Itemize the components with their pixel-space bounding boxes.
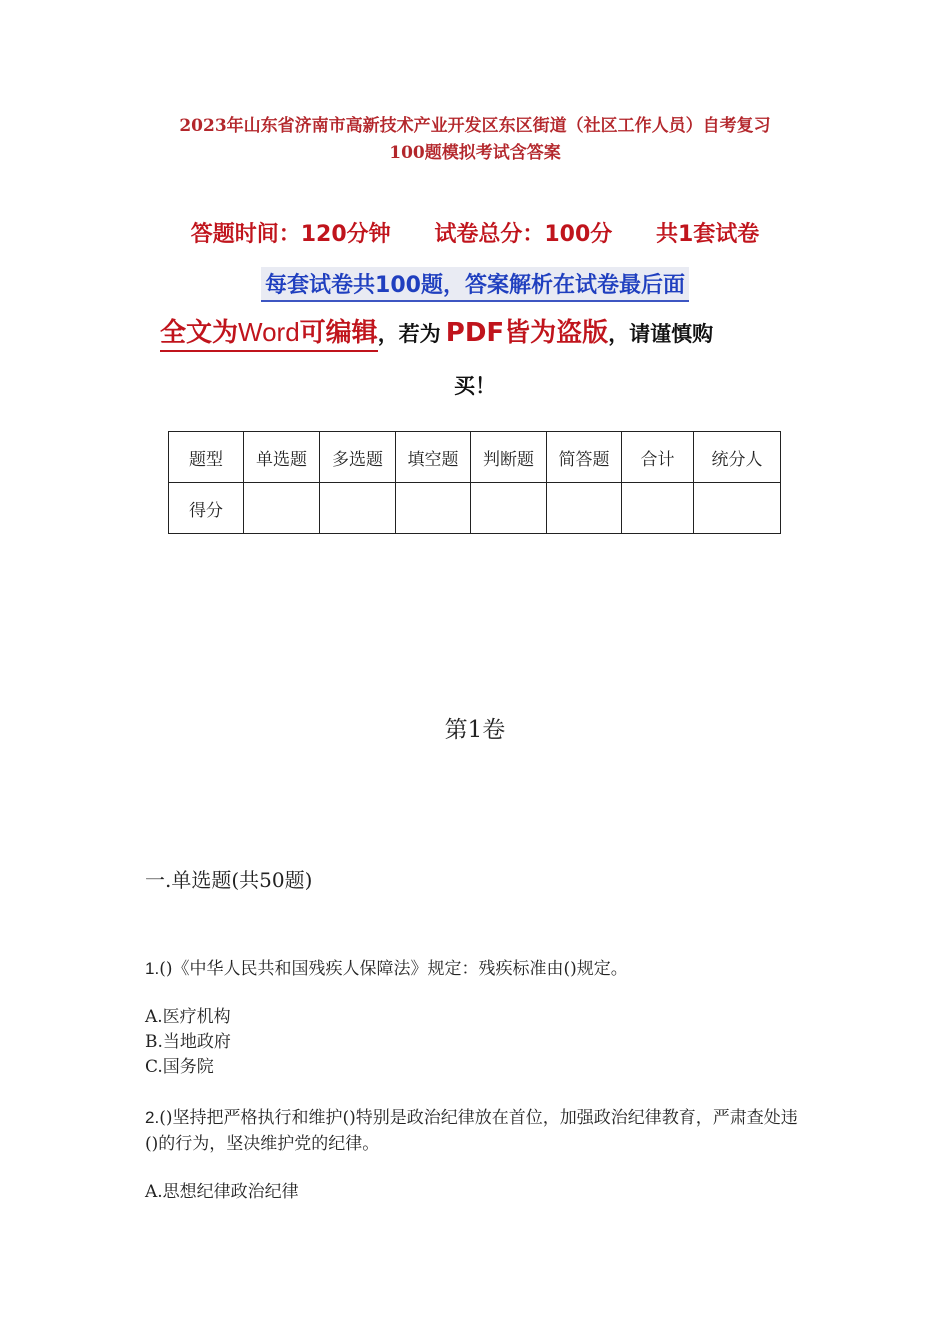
section-heading: 一.单选题(共50题) <box>145 868 313 892</box>
editable-note-word: Word <box>238 317 300 347</box>
score-table <box>168 431 781 534</box>
score-input-cell[interactable] <box>320 483 396 534</box>
score-header-cell: 单选题 <box>244 432 320 483</box>
volume-heading: 第1卷 <box>444 717 506 743</box>
exam-total-score: 试卷总分：100分 <box>434 222 613 247</box>
question-1-option-b: B.当地政府 <box>145 1032 231 1052</box>
question-text: ()《中华人民共和国残疾人保障法》规定：残疾标准由()规定。 <box>159 959 628 979</box>
exam-time: 答题时间：120分钟 <box>190 222 391 247</box>
score-input-cell[interactable] <box>547 483 622 534</box>
question-2 <box>145 1105 810 1157</box>
editable-note <box>160 318 378 352</box>
question-2-option-a: A.思想纪律政治纪律 <box>145 1182 299 1202</box>
score-header-cell: 统分人 <box>694 432 781 483</box>
document-title <box>120 113 830 167</box>
question-text: ()坚持把严格执行和维护()特别是政治纪律放在首位，加强政治纪律教育，严肃查处违()的行为，坚决维护党的纪律。 <box>145 1108 798 1154</box>
score-header-cell: 判断题 <box>471 432 547 483</box>
question-number: 2. <box>145 1108 160 1127</box>
question-1 <box>145 956 810 982</box>
pdf-piracy-note: PDF皆为盗版 <box>445 318 609 348</box>
score-header-cell: 题型 <box>169 432 244 483</box>
title-line-2: 100题模拟考试含答案 <box>389 143 561 163</box>
score-input-cell[interactable] <box>471 483 547 534</box>
score-input-cell[interactable] <box>244 483 320 534</box>
score-header-cell: 填空题 <box>396 432 471 483</box>
score-header-cell: 合计 <box>622 432 694 483</box>
question-1-option-a: A.医疗机构 <box>145 1007 231 1027</box>
editable-note-a: 全文为 <box>160 318 239 348</box>
question-number: 1. <box>145 959 160 978</box>
score-table-header-row <box>169 432 781 483</box>
warning-caution-end: 买！ <box>454 374 496 398</box>
warning-connector: ，若为 <box>377 322 441 346</box>
answer-notice-text: 每套试卷共100题，答案解析在试卷最后面 <box>261 267 689 302</box>
piracy-warning <box>160 312 800 349</box>
warning-caution: ，请谨慎购 <box>608 322 714 346</box>
score-input-cell[interactable] <box>694 483 781 534</box>
score-header-cell: 简答题 <box>547 432 622 483</box>
score-row-label: 得分 <box>169 483 244 534</box>
answer-notice <box>0 267 950 302</box>
exam-meta <box>0 217 950 248</box>
question-1-option-c: C.国务院 <box>145 1057 214 1077</box>
title-line-1: 2023年山东省济南市高新技术产业开发区东区街道（社区工作人员）自考复习 <box>179 116 771 136</box>
score-input-cell[interactable] <box>396 483 471 534</box>
score-table-score-row <box>169 483 781 534</box>
score-input-cell[interactable] <box>622 483 694 534</box>
score-header-cell: 多选题 <box>320 432 396 483</box>
exam-set-count: 共1套试卷 <box>655 222 760 247</box>
editable-note-c: 可编辑 <box>299 318 378 348</box>
